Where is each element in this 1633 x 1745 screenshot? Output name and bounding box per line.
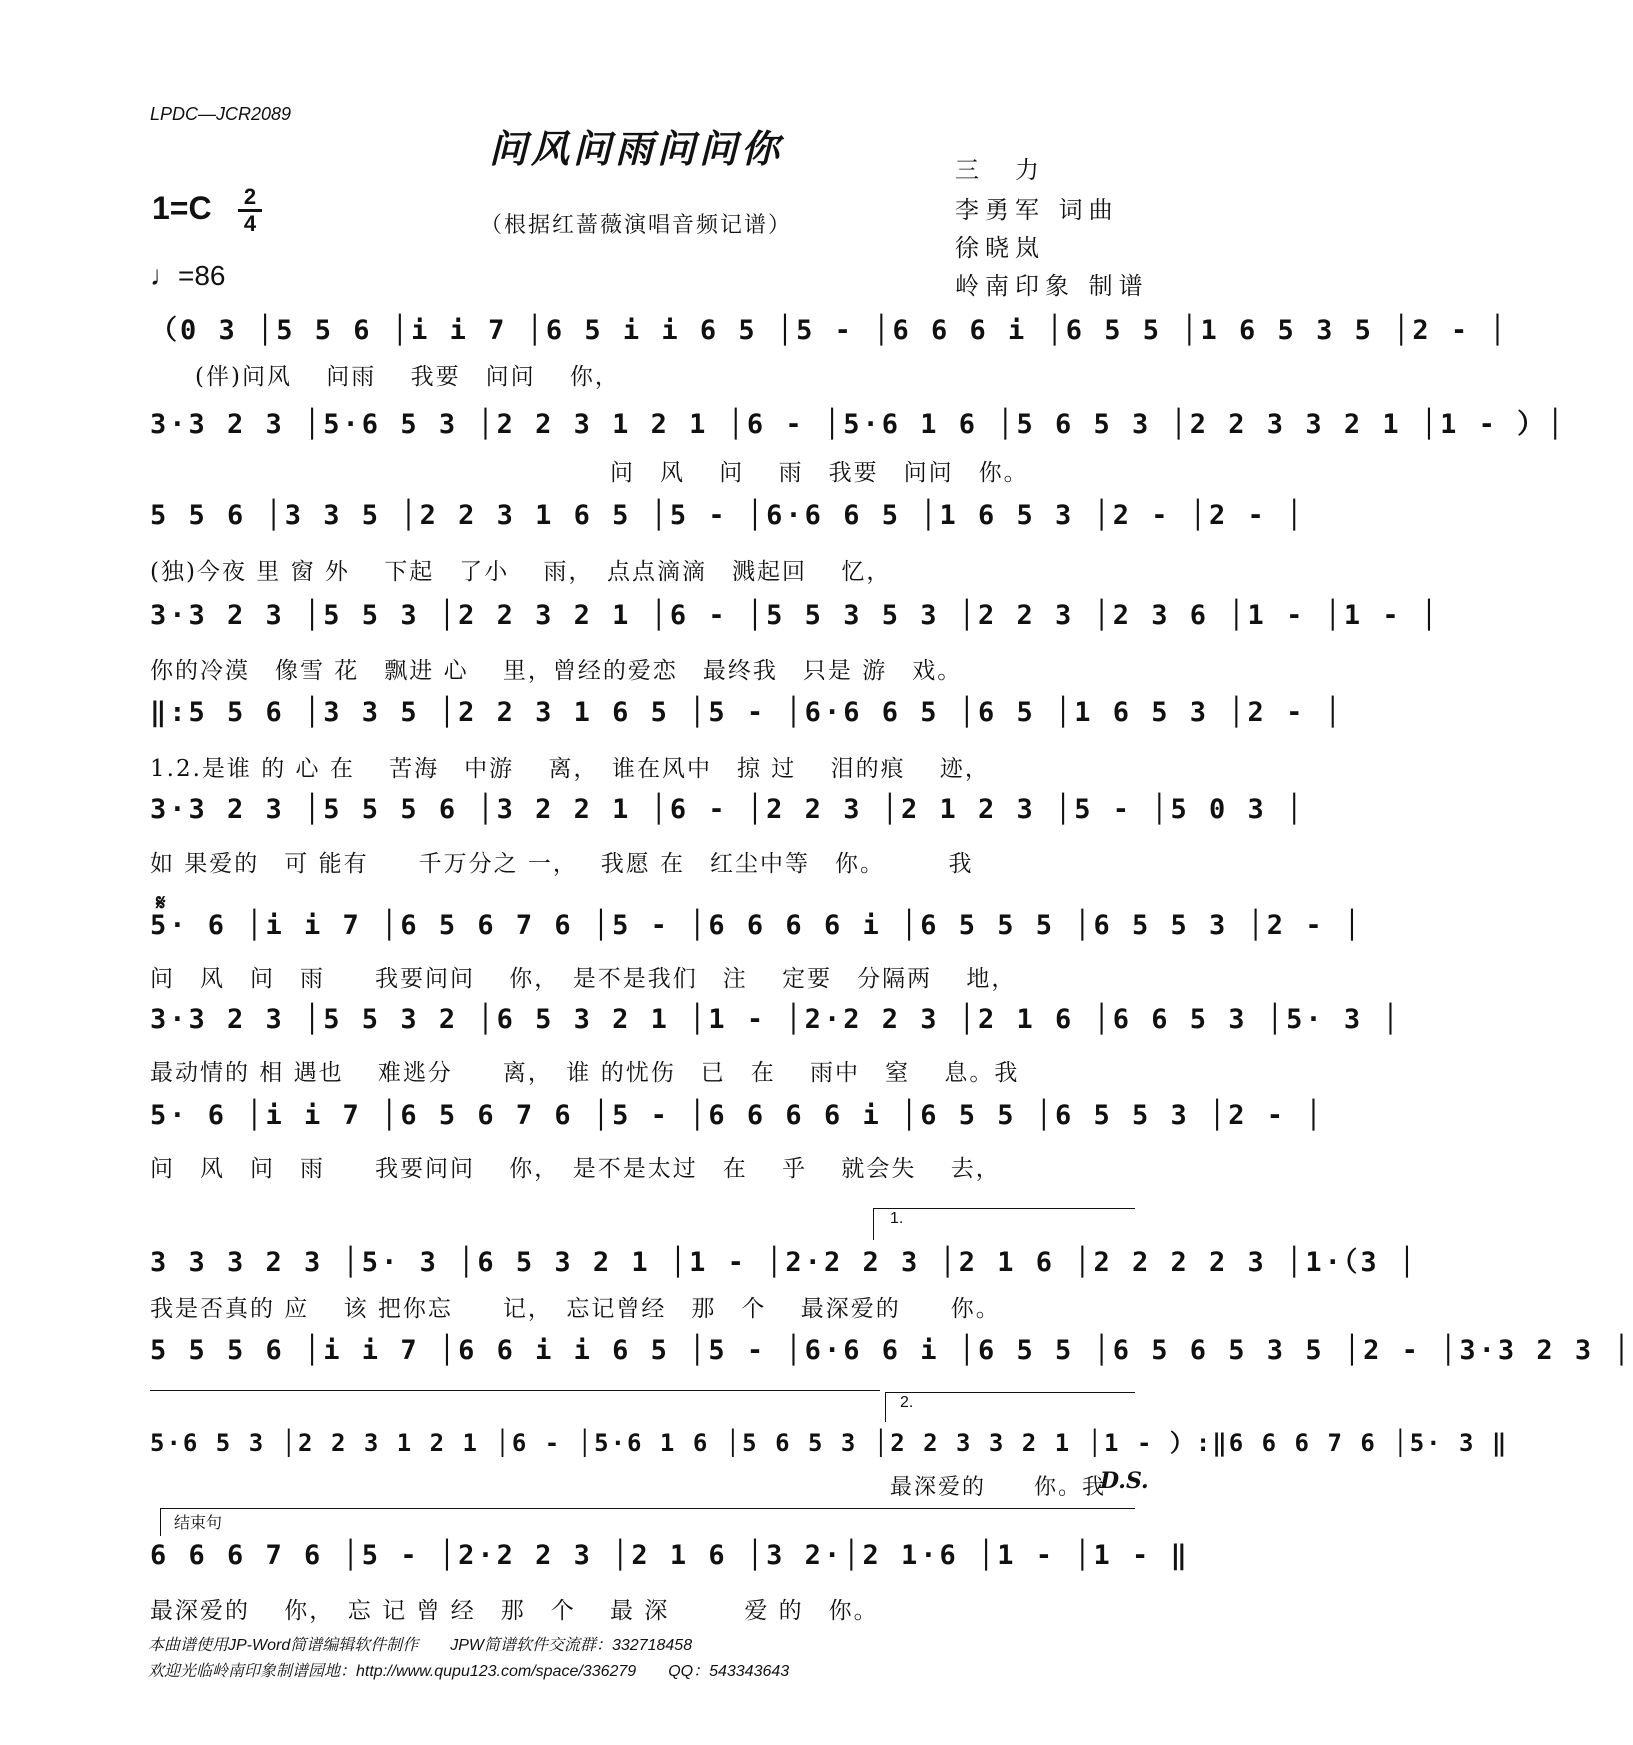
music-line-10: 3 3 3 2 3 │5· 3 │6 5 3 2 1 │1 - │2·2 2 3 │2 1 6 │2 2 2 2 3 │1·（3 │ [150, 1247, 1419, 1278]
lyric-line-9: 问 风 问 雨 我要问问 你， 是不是太过 在 乎 就会失 去， [150, 1156, 1001, 1182]
credit-composer: 李勇军 词曲 [955, 196, 1119, 224]
volta-1-bracket-side [873, 1208, 874, 1240]
music-line-7: 5· 6 │i i 7 │6 5 6 7 6 │5 - │6 6 6 6 i │6 5 5 5 │6 5 5 3 │2 - │ [150, 910, 1364, 941]
footer-line-2: 欢迎光临岭南印象制谱园地：http://www.qupu123.com/space/336279 QQ：543343643 [148, 1663, 790, 1680]
volta-2-bracket [885, 1392, 1135, 1393]
volta-1-bracket [873, 1208, 1135, 1209]
ending-bracket [160, 1508, 1135, 1509]
tempo-marking: ♩=86 [150, 260, 226, 291]
music-line-3: 5 5 6 │3 3 5 │2 2 3 1 6 5 │5 - │6·6 6 5 │1 6 5 3 │2 - │2 - │ [150, 500, 1306, 531]
volta-2-label: 2. [900, 1394, 914, 1411]
music-line-13: 6 6 6 7 6 │5 - │2·2 2 3 │2 1 6 │3 2·│2 1·6 │1 - │1 - ‖ [150, 1540, 1190, 1571]
lyric-line-1: (伴)问风 问雨 我要 问问 你， [195, 364, 620, 390]
ending-label: 结束句 [174, 1515, 223, 1532]
ds-marking: D.S. [1100, 1468, 1149, 1494]
segno-sign: 𝄋 [156, 890, 166, 916]
lyric-line-4: 你的冷漠 像雪 花 飘进 心 里，曾经的爱恋 最终我 只是 游 戏。 [150, 658, 963, 684]
time-signature [238, 186, 262, 235]
song-title: 问风问雨问问你 [488, 126, 783, 171]
lyric-line-2: 问 风 问 雨 我要 问问 你。 [610, 460, 1029, 486]
credit-transcriber: 岭南印象 制谱 [955, 272, 1149, 300]
lyric-line-8: 最动情的 相 遇也 难逃分 离， 谁 的忧伤 已 在 雨中 窒 息。我 [150, 1060, 1020, 1086]
lyric-line-5: 1.2.是谁 的 心 在 苦海 中游 离， 谁在风中 掠 过 泪的痕 迹， [150, 756, 990, 782]
music-line-9: 5· 6 │i i 7 │6 5 6 7 6 │5 - │6 6 6 6 i │6 5 5 │6 5 5 3 │2 - │ [150, 1100, 1325, 1131]
lyric-line-12: 最深爱的 你。我 [890, 1475, 1107, 1500]
key-signature: 1=C [152, 190, 212, 226]
ending-bracket-side [160, 1508, 161, 1536]
lyric-line-10: 我是否真的 应 该 把你忘 记， 忘记曾经 那 个 最深爱的 你。 [150, 1296, 1001, 1322]
volta-1-label: 1. [890, 1210, 904, 1227]
credit-singer-2: 徐晓岚 [955, 234, 1045, 262]
credit-singer: 三 力 [955, 156, 1045, 184]
footer-line-1: 本曲谱使用JP-Word简谱编辑软件制作 JPW简谱软件交流群：332718458 [148, 1637, 693, 1654]
lyric-line-3: (独)今夜 里 窗 外 下起 了小 雨， 点点滴滴 溅起回 忆， [150, 559, 892, 585]
lyric-line-6: 如 果爱的 可 能有 千万分之 一， 我愿 在 红尘中等 你。 我 [150, 851, 974, 877]
section-separator [150, 1390, 880, 1391]
meter-top: 2 [243, 184, 257, 209]
music-line-2: 3·3 2 3 │5·6 5 3 │2 2 3 1 2 1 │6 - │5·6 1 6 │5 6 5 3 │2 2 3 3 2 1 │1 - ）│ [150, 409, 1567, 440]
music-line-11: 5 5 5 6 │i i 7 │6 6 i i 6 5 │5 - │6·6 6 i │6 5 5 │6 5 6 5 3 5 │2 - │3·3 2 3 │ [150, 1335, 1633, 1366]
score-code: LPDC—JCR2089 [150, 104, 292, 124]
music-line-12: 5·6 5 3 │2 2 3 1 2 1 │6 - │5·6 1 6 │5 6 5 3 │2 2 3 3 2 1 │1 - ）:‖6 6 6 7 6 │5· 3 ‖ [150, 1429, 1509, 1457]
music-line-8: 3·3 2 3 │5 5 3 2 │6 5 3 2 1 │1 - │2·2 2 3 │2 1 6 │6 6 5 3 │5· 3 │ [150, 1004, 1402, 1035]
song-subtitle: （根据红蔷薇演唱音频记谱） [479, 213, 792, 238]
lyric-line-13: 最深爱的 你， 忘 记 曾 经 那 个 最 深 爱 的 你。 [150, 1598, 879, 1624]
volta-2-bracket-side [885, 1392, 886, 1422]
music-line-6: 3·3 2 3 │5 5 5 6 │3 2 2 1 │6 - │2 2 3 │2 1 2 3 │5 - │5 0 3 │ [150, 794, 1306, 825]
lyric-line-7: 问 风 问 雨 我要问问 你， 是不是我们 注 定要 分隔两 地， [150, 966, 1017, 992]
meter-bottom: 4 [243, 211, 257, 236]
music-line-4: 3·3 2 3 │5 5 3 │2 2 3 2 1 │6 - │5 5 3 5 3 │2 2 3 │2 3 6 │1 - │1 - │ [150, 600, 1441, 631]
music-line-1: （0 3 │5 5 6 │i i 7 │6 5 i i 6 5 │5 - │6 6 6 i │6 5 5 │1 6 5 3 5 │2 - │ [150, 315, 1509, 346]
music-line-5: ‖:5 5 6 │3 3 5 │2 2 3 1 6 5 │5 - │6·6 6 5 │6 5 │1 6 5 3 │2 - │ [150, 697, 1344, 728]
